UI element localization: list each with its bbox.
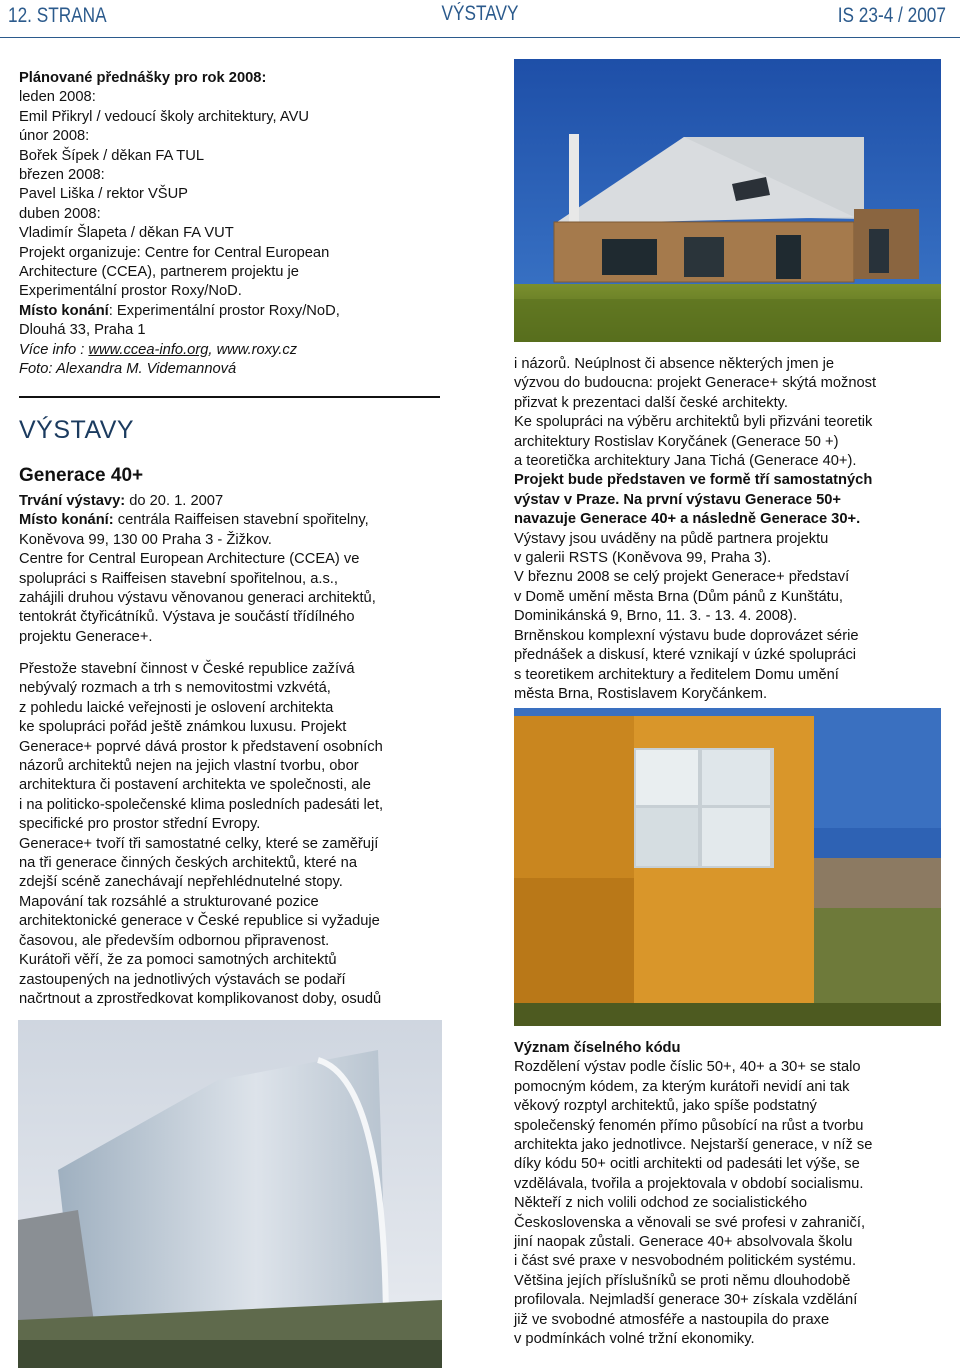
article-left-line: Generace+ poprvé dává prostor k představení osobních bbox=[19, 738, 383, 755]
page-header bbox=[0, 0, 960, 36]
article-left-line: Generace+ tvoří tři samostatné celky, které se zaměřují bbox=[19, 835, 379, 852]
code-section-line: již ve svobodné atmosféře a nastoupila do praxe bbox=[514, 1311, 830, 1328]
lectures-info bbox=[19, 341, 459, 360]
article-right-b-line: s teoretikem architektury a ředitelem Domu umění bbox=[514, 666, 839, 683]
lectures-block bbox=[19, 69, 459, 380]
code-section-line: profilovala. Nejmladší generace 30+ získala vzdělání bbox=[514, 1292, 858, 1309]
article-left-line: nebývalý rozmach a trh s nemovitostmi vzkvétá, bbox=[19, 680, 331, 697]
section-divider bbox=[19, 396, 440, 398]
article-left-line: zastoupených na jednotlivých výstavách se podaří bbox=[19, 971, 346, 988]
duration-value: do 20. 1. 2007 bbox=[125, 493, 224, 509]
article-right-column bbox=[514, 355, 944, 704]
article-left-line: specifické pro prostor střední Evropy. bbox=[19, 816, 261, 833]
article-left-line: architektonické generace v České republice si vyžaduje bbox=[19, 913, 380, 930]
lecture-line: březen 2008: bbox=[19, 167, 105, 184]
exhibition-desc-line: tentokrát čtyřicátníků. Výstava je součástí třídílného bbox=[19, 609, 355, 626]
code-section-line: architekta jako jednotlivce. Nejstarší generace, v níž se bbox=[514, 1137, 873, 1154]
code-section-line: jiní naopak zůstali. Generace 40+ absolvovala školu bbox=[514, 1234, 853, 1251]
issue-number: IS 23-4 / 2007 bbox=[837, 4, 946, 27]
right-paragraph-bold bbox=[514, 471, 944, 529]
exh-venue-label: Místo konání: bbox=[19, 512, 114, 529]
article-right-b-line: v Domě umění města Brna (Dům pánů z Kunštátu, bbox=[514, 588, 843, 605]
article-left-line: zdejší scéně zanechávají nepřehlédnutelné stopy. bbox=[19, 874, 343, 891]
lecture-line: leden 2008: bbox=[19, 89, 96, 106]
lecture-line: Pavel Liška / rektor VŠUP bbox=[19, 186, 188, 203]
photo-wooden-house bbox=[514, 59, 941, 342]
lecture-line: Vladimír Šlapeta / děkan FA VUT bbox=[19, 225, 234, 242]
code-section-line: Někteří z nich volili odchod ze socialistického bbox=[514, 1195, 808, 1212]
code-section-line: v podmínkách volné tržní ekonomiky. bbox=[514, 1331, 755, 1348]
code-section-line: věkový rozptyl architektů, jako spíše podstatný bbox=[514, 1098, 817, 1115]
code-section-line: pomocným kódem, za kterým kurátoři nevidí ani tak bbox=[514, 1078, 850, 1095]
info-suffix: , www.roxy.cz bbox=[208, 341, 298, 358]
code-section-body bbox=[514, 1058, 944, 1349]
article-right-b-line: města Brna, Rostislavem Koryčánkem. bbox=[514, 685, 768, 702]
lecture-line: Architecture (CCEA), partnerem projektu je bbox=[19, 264, 299, 281]
article-left-line: i na politicko-společenské klima posledních padesáti let, bbox=[19, 796, 384, 813]
article-left-line: architektura či postavení architekta ve společnosti, ale bbox=[19, 777, 371, 794]
lectures-venue bbox=[19, 302, 459, 321]
code-section-line: Československa a věnovali se své profesi v zahraničí, bbox=[514, 1214, 866, 1231]
exh-venue-value: centrála Raiffeisen stavební spořitelny, bbox=[113, 512, 369, 529]
article-left-line: z pohledu laické veřejnosti je oslovení architekta bbox=[19, 699, 334, 716]
section-title: VÝSTAVY bbox=[19, 416, 135, 444]
lectures-venue-line2: Dlouhá 33, Praha 1 bbox=[19, 322, 146, 339]
article-right-b-line: Dominikánská 9, Brno, 11. 3. - 13. 4. 2008). bbox=[514, 608, 798, 625]
exhibition-venue bbox=[19, 511, 459, 530]
exhibition-title: Generace 40+ bbox=[19, 465, 144, 486]
exhibition-duration bbox=[19, 492, 459, 511]
article-right-a-line: i názorů. Neúplnost či absence některých jmen je bbox=[514, 356, 835, 372]
article-right-bold-line: výstav v Praze. Na první výstavu Generace 50+ bbox=[514, 491, 841, 508]
exhibition-desc-line: zahájili druhou výstavu věnovanou generaci architektů, bbox=[19, 590, 376, 607]
article-right-b-line: Výstavy jsou uváděny na půdě partnera projektu bbox=[514, 530, 829, 547]
venue-label: Místo konání bbox=[19, 302, 109, 319]
lecture-line: Bořek Šípek / děkan FA TUL bbox=[19, 147, 205, 164]
article-right-a-line: přizvat k prezentaci další české architekty. bbox=[514, 394, 789, 411]
article-left-line: na tři generace činných českých architektů, které na bbox=[19, 855, 357, 872]
right-paragraph-a bbox=[514, 355, 944, 471]
article-right-bold-line: Projekt bude představen ve formě tří samostatných bbox=[514, 472, 873, 489]
exhibition-desc-line: spolupráci s Raiffeisen stavební spořitelnou, a.s., bbox=[19, 570, 338, 587]
code-section-line: díky kódu 50+ ocitli architekti od padesáti let výše, se bbox=[514, 1156, 860, 1173]
article-right-a-line: Ke spolupráci na výběru architektů byli přizváni teoretik bbox=[514, 414, 873, 431]
code-section-line: Většina jejích příslušníků se proti němu dlouhodobě bbox=[514, 1272, 851, 1289]
photo-glass-building bbox=[18, 1020, 442, 1368]
photo-credit: Foto: Alexandra M. Videmannová bbox=[19, 361, 237, 378]
code-section bbox=[514, 1039, 944, 1350]
ccea-link[interactable]: www.ccea-info.org bbox=[88, 341, 209, 358]
exhibition-desc-line: projektu Generace+. bbox=[19, 628, 153, 645]
article-left-line: časovou, ale především odbornou připravenost. bbox=[19, 932, 330, 949]
article-left-line: názorů architektů nejen na jejich vlastní tvorbu, obor bbox=[19, 758, 359, 775]
lecture-line: duben 2008: bbox=[19, 205, 101, 222]
article-left-line: Kurátoři věří, že za pomoci samotných architektů bbox=[19, 952, 337, 969]
article-right-b-line: v galerii RSTS (Koněvova 99, Praha 3). bbox=[514, 550, 772, 567]
venue-text: : Experimentální prostor Roxy/NoD, bbox=[108, 302, 340, 319]
code-section-line: Rozdělení výstav podle číslic 50+, 40+ a 30+ se stalo bbox=[514, 1059, 861, 1076]
article-left-line: ke spolupráci pořád ještě známkou luxusu. Projekt bbox=[19, 719, 347, 736]
exhibition-description bbox=[19, 550, 459, 647]
info-prefix: Více info : bbox=[19, 341, 89, 358]
right-paragraph-b bbox=[514, 530, 944, 705]
lecture-line: Projekt organizuje: Centre for Central European bbox=[19, 244, 330, 261]
duration-label: Trvání výstavy: bbox=[19, 493, 126, 509]
article-right-b-line: přednášek a diskusí, které vznikají v úzké spolupráci bbox=[514, 647, 857, 664]
section-name: VÝSTAVY bbox=[441, 2, 519, 25]
article-right-b-line: V březnu 2008 se celý projekt Generace+ představí bbox=[514, 569, 850, 586]
article-right-b-line: Brněnskou komplexní výstavu bude doprovázet série bbox=[514, 627, 859, 644]
article-right-bold-line: navazuje Generace 40+ a následně Generace 30+. bbox=[514, 511, 861, 528]
lecture-line: Emil Přikryl / vedoucí školy architektury, AVU bbox=[19, 108, 310, 125]
article-right-a-line: architektury Rostislav Koryčánek (Generace 50 +) bbox=[514, 433, 839, 450]
header-rule bbox=[0, 37, 960, 38]
article-right-a-line: výzvou do budoucna: projekt Generace+ skýtá možnost bbox=[514, 375, 877, 392]
article-left-line: Mapování tak rozsáhlé a strukturované pozice bbox=[19, 893, 319, 910]
photo-yellow-building bbox=[514, 708, 941, 1026]
lectures-list bbox=[19, 88, 459, 301]
exhibition-block bbox=[19, 464, 459, 647]
article-left-line: Přestože stavební činnost v České republice zažívá bbox=[19, 661, 355, 677]
exhibition-venue-line2: Koněvova 99, 130 00 Praha 3 - Žižkov. bbox=[19, 531, 272, 548]
page-number: 12. STRANA bbox=[8, 4, 107, 27]
code-section-line: vzdělávala, tvořila a projektovala v období socialismu. bbox=[514, 1175, 864, 1192]
code-section-line: i část své praxe v nesvobodném politickém systému. bbox=[514, 1253, 857, 1270]
article-left-line: načrtnout a zprostředkovat komplikovanost doby, osudů bbox=[19, 990, 382, 1007]
article-left-column bbox=[19, 660, 459, 1009]
lecture-line: Experimentální prostor Roxy/NoD. bbox=[19, 283, 242, 300]
code-section-title: Význam číselného kódu bbox=[514, 1040, 681, 1056]
code-section-line: společenský fenomén přímo působící na růst a tvorbu bbox=[514, 1117, 864, 1134]
exhibition-desc-line: Centre for Central European Architecture (CCEA) ve bbox=[19, 551, 360, 568]
lectures-title: Plánované přednášky pro rok 2008: bbox=[19, 70, 267, 86]
article-right-a-line: a teoretička architektury Jana Tichá (Generace 40+). bbox=[514, 453, 857, 470]
lecture-line: únor 2008: bbox=[19, 128, 90, 145]
